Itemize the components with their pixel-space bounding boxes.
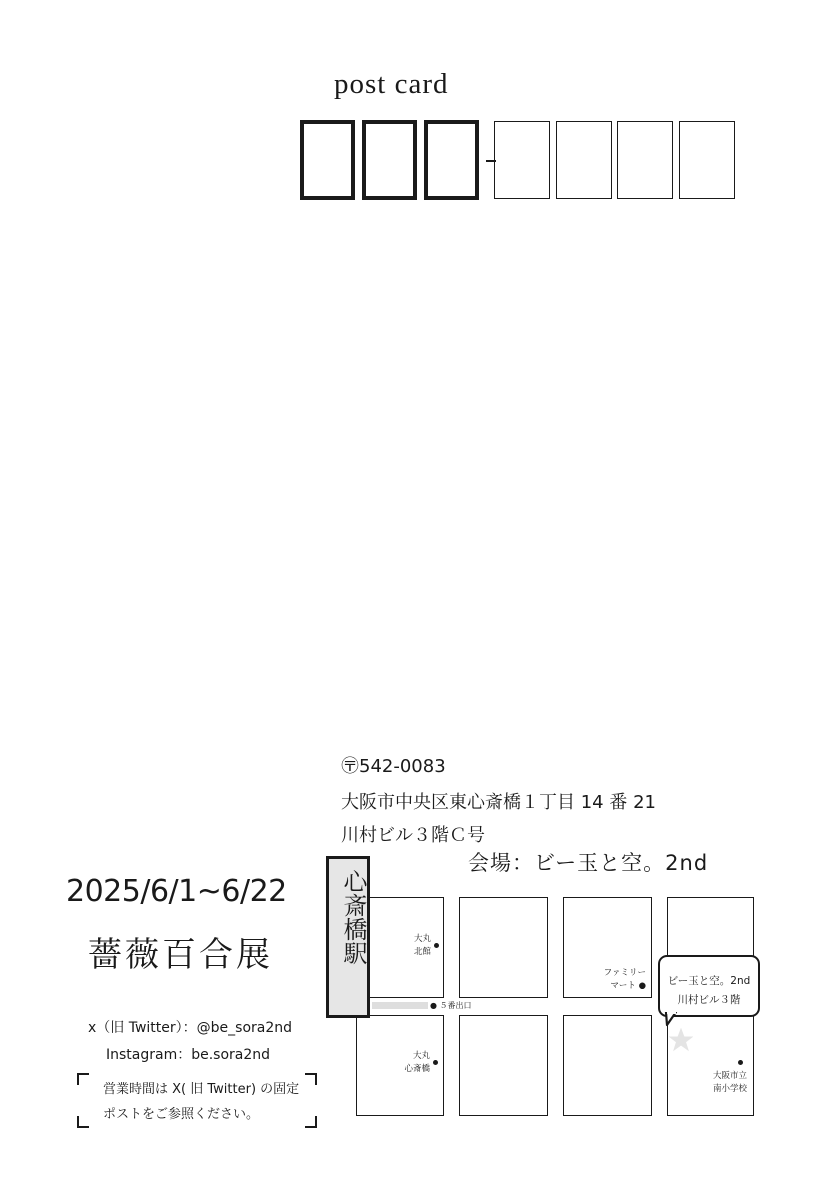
venue-bubble [658,955,760,1017]
venue-star-icon [669,1028,693,1052]
zip-box-6[interactable] [617,121,673,199]
bubble-line-2: 川村ビル３階 [677,994,741,1006]
school-dot [738,1060,743,1065]
familymart-label [604,967,646,993]
zip-box-1[interactable] [300,120,355,200]
bracket-top-left [77,1073,89,1085]
zip-box-2[interactable] [362,120,417,200]
daimaru-north-line2: 北館 [413,947,431,957]
bubble-line-1: ビー玉と空。2nd [667,975,751,987]
instagram-account[interactable]: Instagram：be.sora2nd [106,1047,271,1063]
station-label: 心斎橋駅 [339,869,367,965]
daimaru-main-label [404,1050,430,1076]
notice-line-1: 営業時間は X( 旧 Twitter) の固定 [103,1082,300,1097]
daimaru-main-dot [433,1060,438,1065]
road-exit [372,1002,428,1009]
zip-box-7[interactable] [679,121,735,199]
block-7 [563,1015,652,1116]
zip-box-5[interactable] [556,121,612,199]
bracket-bottom-right [305,1116,317,1128]
block-2 [459,897,548,998]
block-familymart [563,897,652,998]
bracket-top-right [305,1073,317,1085]
zip-box-4[interactable] [494,121,550,199]
notice-line-2: ポストをご参照ください。 [103,1107,260,1122]
x-account[interactable]: x（旧 Twitter）：@be_sora2nd [88,1020,293,1036]
postal-code: 〶542-0083 [341,756,446,777]
school-line1: 大阪市立 [712,1071,747,1081]
daimaru-north-line1: 大丸 [413,934,431,944]
daimaru-main-line1: 大丸 [412,1051,430,1061]
event-title: 薔薇百合展 [88,935,273,975]
postcard-title: post card [334,68,449,100]
venue-name: 会場：ビー玉と空。2nd [468,851,709,875]
address-line-2: 川村ビル３階Ｃ号 [341,825,485,846]
event-dates: 2025/6/1~6/22 [66,874,287,909]
school-line2: 南小学校 [712,1084,747,1094]
exit-5-label: ● ５番出口 [430,1001,472,1010]
familymart-line1: ファミリー [603,968,646,978]
daimaru-north-label [414,933,431,959]
daimaru-north-dot [434,943,439,948]
daimaru-main-line2: 心斎橋 [404,1064,430,1074]
familymart-line2: マート ● [610,981,646,991]
bubble-tail-icon [664,1012,678,1028]
zip-box-3[interactable] [424,120,479,200]
school-label [713,1070,747,1096]
address-line-1: 大阪市中央区東心斎橋１丁目 14 番 21 [341,792,656,813]
bracket-bottom-left [77,1116,89,1128]
block-daimaru-main [356,1015,444,1116]
block-6 [459,1015,548,1116]
shinsaibashi-station [326,856,370,1018]
hours-notice [77,1073,317,1128]
